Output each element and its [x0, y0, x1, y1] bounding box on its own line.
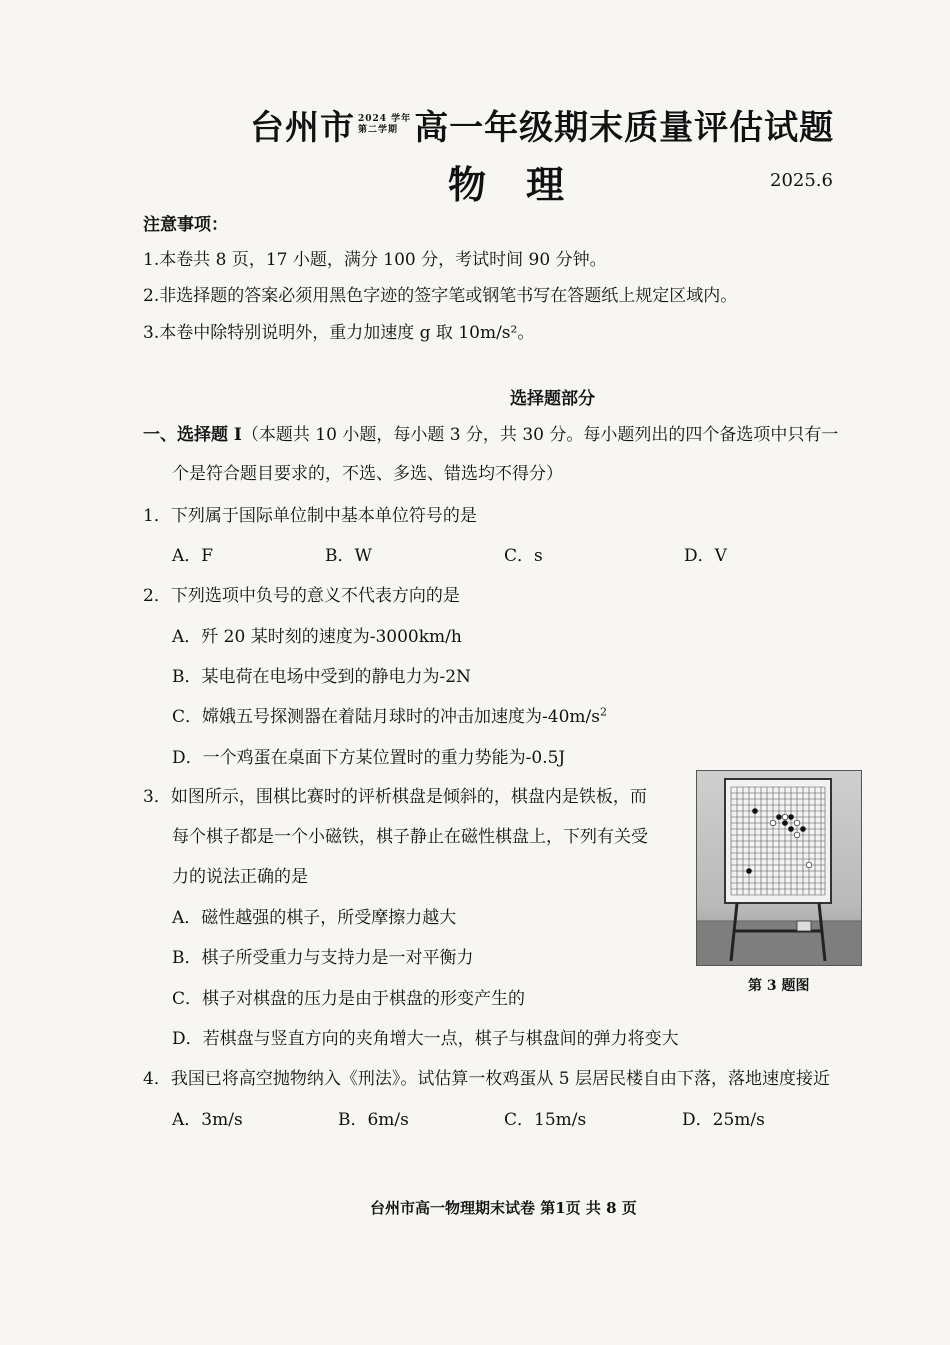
question-2-option-c: C．嫦娥五号探测器在着陆月球时的冲击加速度为$-40m/s^2$	[172, 705, 607, 727]
notice-item: 1.本卷共 8 页，17 小题，满分 100 分，考试时间 90 分钟。	[143, 250, 607, 270]
section-title: 选择题部分	[510, 389, 595, 409]
part-label: 一、选择题 I	[143, 425, 242, 445]
subject-title: 物理	[448, 162, 605, 207]
question-1-stem: 1．下列属于国际单位制中基本单位符号的是	[143, 506, 477, 526]
question-4-stem: 4．我国已将高空抛物纳入《刑法》。试估算一枚鸡蛋从 5 层居民楼自由下落，落地速度接近	[143, 1069, 830, 1089]
exam-date: 2025.6	[770, 170, 833, 191]
question-3-option-c: C．棋子对棋盘的压力是由于棋盘的形变产生的	[172, 989, 526, 1009]
title-text: 高一年级期末质量评估试题	[414, 108, 835, 148]
notice-item: 2.非选择题的答案必须用黑色字迹的签字笔或钢笔书写在答题纸上规定区域内。	[143, 286, 738, 306]
question-3-option-a: A．磁性越强的棋子，所受摩擦力越大	[172, 908, 457, 928]
question-4-option-d: D．25m/s	[682, 1110, 765, 1130]
question-1-option-c: C．s	[504, 546, 543, 566]
question-1-option-b: B．W	[325, 546, 372, 566]
term-label: 2024 学年 第二学期	[358, 113, 412, 135]
question-3-stem-line: 每个棋子都是一个小磁铁，棋子静止在磁性棋盘上，下列有关受	[172, 827, 648, 847]
question-4-option-a: A．3m/s	[172, 1110, 243, 1130]
question-3-option-b: B．棋子所受重力与支持力是一对平衡力	[172, 948, 474, 968]
question-2-option-d: D．一个鸡蛋在桌面下方某位置时的重力势能为-0.5J	[172, 748, 566, 768]
question-3-stem-line: 3．如图所示，围棋比赛时的评析棋盘是倾斜的，棋盘内是铁板，而	[143, 787, 647, 807]
question-1-option-a: A．F	[172, 546, 214, 566]
question-4-option-c: C．15m/s	[504, 1110, 587, 1130]
go-board-illustration	[697, 771, 861, 965]
part-intro-continued: 个是符合题目要求的，不选、多选、错选均不得分）	[172, 464, 563, 484]
part-heading	[143, 420, 838, 445]
question-4-option-b: B．6m/s	[338, 1110, 409, 1130]
notice-heading: 注意事项：	[143, 215, 228, 235]
question-2-stem: 2．下列选项中负号的意义不代表方向的是	[143, 586, 460, 606]
figure-caption: 第 3 题图	[748, 978, 810, 994]
page-footer: 台州市高一物理期末试卷 第1页 共 8 页	[370, 1199, 637, 1217]
question-2-option-a: A．歼 20 某时刻的速度为-3000km/h	[172, 627, 462, 647]
notice-item: 3.本卷中除特别说明外，重力加速度 g 取 10m/s²。	[143, 323, 535, 343]
question-3-stem-line: 力的说法正确的是	[172, 867, 308, 887]
question-3-option-d: D．若棋盘与竖直方向的夹角增大一点，棋子与棋盘间的弹力将变大	[172, 1029, 679, 1049]
question-2-option-b: B．某电荷在电场中受到的静电力为-2N	[172, 667, 471, 687]
exam-title	[250, 100, 834, 149]
superscript: 2	[599, 705, 607, 719]
title-city: 台州市	[250, 108, 355, 148]
go-board-photo	[696, 770, 862, 966]
part-intro: （本题共 10 小题，每小题 3 分，共 30 分。每小题列出的四个备选项中只有一	[241, 425, 839, 445]
question-1-option-d: D．V	[684, 546, 727, 566]
